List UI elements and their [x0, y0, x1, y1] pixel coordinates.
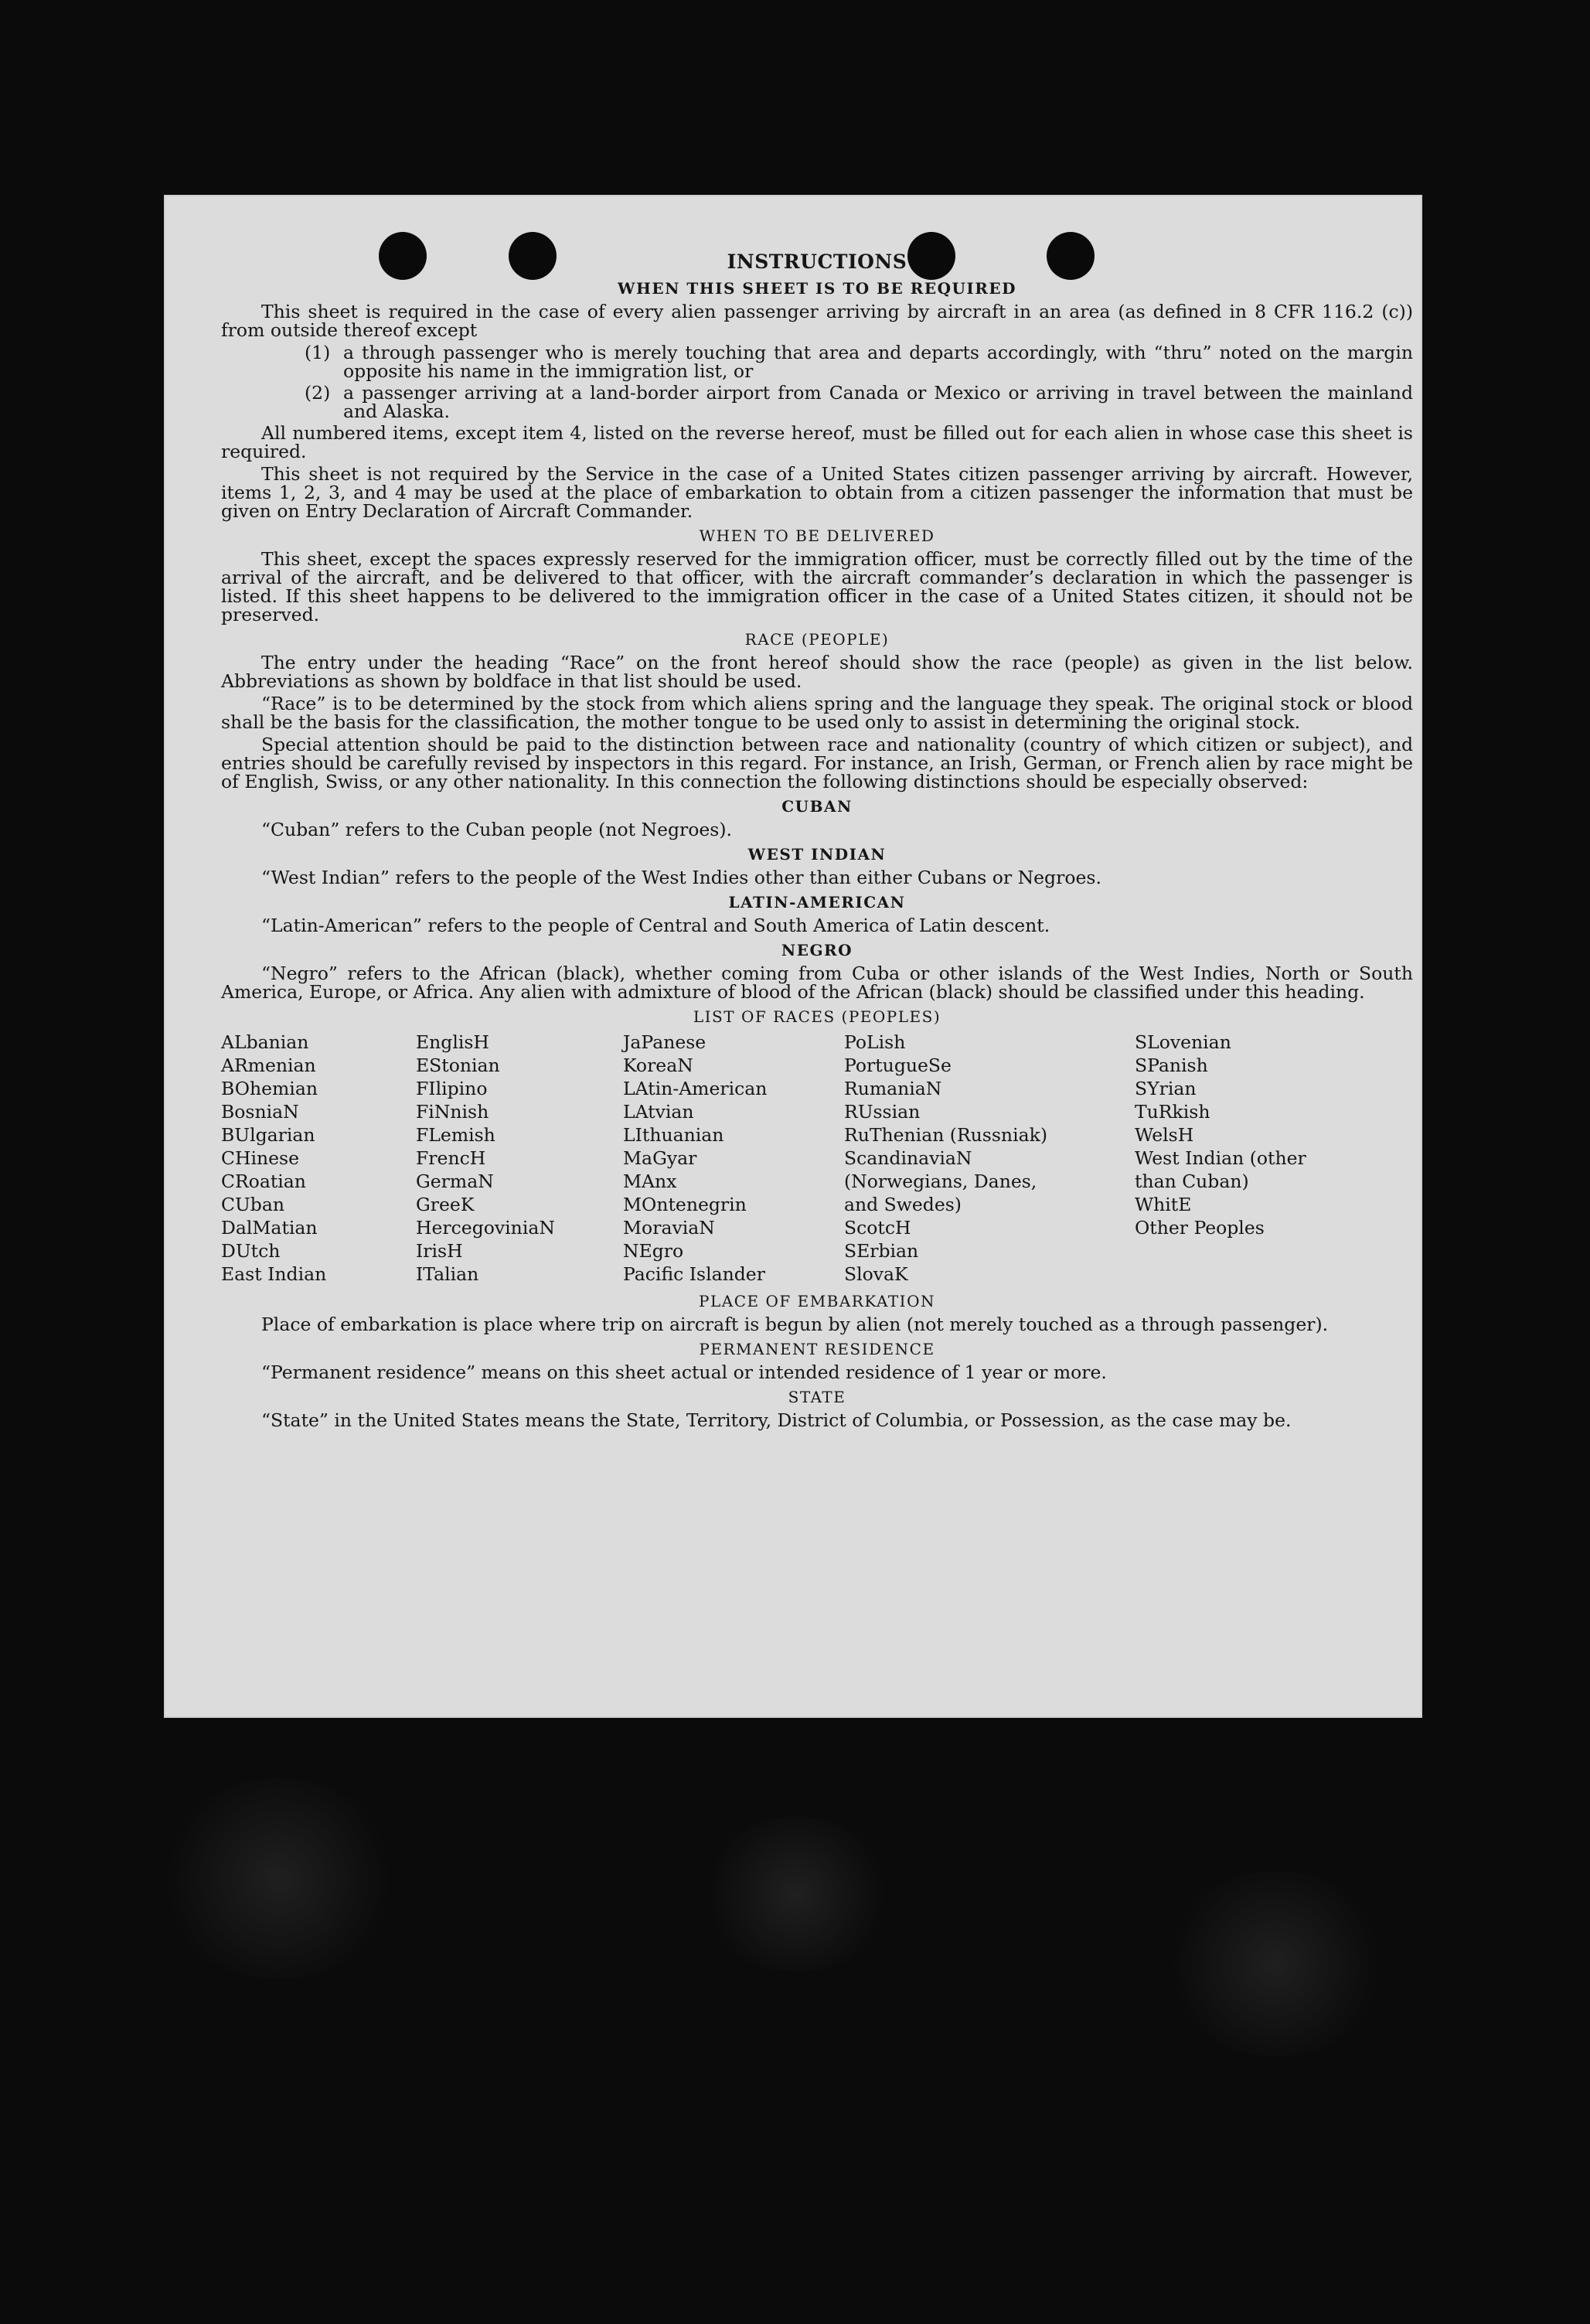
- section-heading-embarkation: PLACE OF EMBARKATION: [699, 1292, 935, 1310]
- race-item: WelsH: [1135, 1124, 1194, 1146]
- citizen-paragraph: This sheet is not required by the Service in the case of a United States citizen passenger arriving by aircraft. However, items 1, 2, 3, and 4 may be used at the place of embarkation to obtain from a citizen passenger the information that must be given on Entry Declaration of Aircraft Commander.: [221, 463, 1413, 522]
- west-indian-text: “West Indian” refers to the people of the West Indies other than either Cubans or Negroes.: [261, 867, 1101, 888]
- race-item: MOntenegrin: [623, 1194, 747, 1215]
- race-item: CUban: [221, 1194, 284, 1215]
- race-item: SLovenian: [1135, 1031, 1231, 1053]
- latin-american-text: “Latin-American” refers to the people of Central and South America of Latin descent.: [261, 915, 1050, 936]
- section-heading-list-of-races: LIST OF RACES (PEOPLES): [693, 1007, 941, 1026]
- background-smudge: [155, 1778, 402, 1979]
- race-item: FLemish: [416, 1124, 495, 1146]
- race-item: LAtin-American: [623, 1078, 768, 1099]
- race-item: FrencH: [416, 1147, 486, 1169]
- race-item: MoraviaN: [623, 1217, 715, 1239]
- race-item: PoLish: [844, 1031, 906, 1053]
- race-item: RumaniaN: [844, 1078, 942, 1099]
- race-item: MaGyar: [623, 1147, 697, 1169]
- race-item: SlovaK: [844, 1263, 908, 1285]
- exception-item: [221, 343, 1413, 380]
- section-heading-when-required: WHEN THIS SHEET IS TO BE REQUIRED: [618, 279, 1016, 298]
- race-item: West Indian (other than Cuban): [1135, 1147, 1306, 1192]
- race-paragraph-2: “Race” is to be determined by the stock from which aliens spring and the language they speak. The original stock or blood shall be the basis for the classification, the mother tongue to be used only to assist in determining the original stock.: [221, 693, 1413, 733]
- race-item: SPanish: [1135, 1055, 1208, 1076]
- exception-number: (2): [305, 382, 331, 404]
- race-list: [221, 1031, 1413, 1286]
- race-item: ITalian: [416, 1263, 479, 1285]
- race-item: Other Peoples: [1135, 1217, 1265, 1239]
- section-heading-west-indian: WEST INDIAN: [747, 845, 887, 864]
- race-column: [1135, 1031, 1367, 1286]
- race-item: SYrian: [1135, 1078, 1197, 1099]
- race-item: BUlgarian: [221, 1124, 315, 1146]
- race-item: EnglisH: [416, 1031, 489, 1053]
- section-heading-race: RACE (PEOPLE): [744, 630, 890, 649]
- when-delivered-text: This sheet, except the spaces expressly reserved for the immigration officer, must be correctly filled out by the time of the arrival of the aircraft, and be delivered to that officer, with the aircraft commander’s declaration in which the passenger is listed. If this sheet happens to be delivered to the immigration officer in the case of a United States citizen, it should not be preserved.: [221, 548, 1413, 625]
- document-sheet: [164, 195, 1422, 1718]
- race-item: CHinese: [221, 1147, 299, 1169]
- background-smudge: [696, 1817, 897, 1971]
- section-heading-residence: PERMANENT RESIDENCE: [699, 1340, 935, 1358]
- section-heading-when-delivered: WHEN TO BE DELIVERED: [699, 526, 935, 545]
- negro-text: “Negro” refers to the African (black), whether coming from Cuba or other islands of the West Indies, North or South America, Europe, or Africa. Any alien with admixture of blood of the African (black) should be classified under this heading.: [221, 963, 1413, 1003]
- section-heading-state: STATE: [788, 1388, 846, 1406]
- race-item: Pacific Islander: [623, 1263, 765, 1285]
- race-item: RUssian: [844, 1101, 921, 1123]
- race-column: [416, 1031, 623, 1286]
- section-heading-latin-american: LATIN-AMERICAN: [728, 893, 906, 912]
- race-paragraph-1: The entry under the heading “Race” on the front hereof should show the race (people) as given in the list below. Abbreviations as shown by boldface in that list should be used.: [221, 652, 1413, 692]
- document-content: [221, 250, 1413, 1704]
- race-item: FiNnish: [416, 1101, 489, 1123]
- exception-number: (1): [305, 342, 331, 363]
- race-item: RuThenian (Russniak): [844, 1124, 1047, 1146]
- race-item: LAtvian: [623, 1101, 694, 1123]
- state-text: “State” in the United States means the State, Territory, District of Columbia, or Possession, as the case may be.: [261, 1409, 1292, 1431]
- race-column: [623, 1031, 844, 1286]
- race-item: EStonian: [416, 1055, 500, 1076]
- race-item: WhitE: [1135, 1194, 1192, 1215]
- residence-text: “Permanent residence” means on this sheet actual or intended residence of 1 year or more.: [261, 1361, 1107, 1383]
- race-item: ScotcH: [844, 1217, 911, 1239]
- race-item: SErbian: [844, 1240, 919, 1262]
- race-column: [221, 1031, 416, 1286]
- section-heading-negro: NEGRO: [781, 941, 853, 959]
- when-required-intro: This sheet is required in the case of every alien passenger arriving by aircraft in an area (as defined in 8 CFR 116.2 (c)) from outside thereof except: [221, 301, 1413, 341]
- exception-item: [221, 383, 1413, 421]
- race-item: CRoatian: [221, 1171, 306, 1192]
- race-item: HercegoviniaN: [416, 1217, 555, 1239]
- race-item: LIthuanian: [623, 1124, 724, 1146]
- race-item: BOhemian: [221, 1078, 318, 1099]
- race-item: KoreaN: [623, 1055, 693, 1076]
- embarkation-text: Place of embarkation is place where trip on aircraft is begun by alien (not merely touched as a through passenger).: [261, 1314, 1329, 1335]
- race-item: ALbanian: [221, 1031, 309, 1053]
- race-paragraph-3: Special attention should be paid to the distinction between race and nationality (country of which citizen or subject), and entries should be carefully revised by inspectors in this regard. For instance, an Irish, German, or French alien by race might be of English, Swiss, or any other nationality. In this connection the following distinctions should be especially observed:: [221, 734, 1413, 792]
- race-item: GreeK: [416, 1194, 475, 1215]
- race-item: MAnx: [623, 1171, 677, 1192]
- race-item: NEgro: [623, 1240, 684, 1262]
- race-item: ARmenian: [221, 1055, 316, 1076]
- race-item: GermaN: [416, 1171, 494, 1192]
- race-item: DUtch: [221, 1240, 281, 1262]
- race-item: BosniaN: [221, 1101, 299, 1123]
- race-item: DalMatian: [221, 1217, 318, 1239]
- race-item: East Indian: [221, 1263, 327, 1285]
- section-heading-cuban: CUBAN: [781, 797, 853, 816]
- background-smudge: [1159, 1871, 1391, 2057]
- exception-text: a passenger arriving at a land-border airport from Canada or Mexico or arriving in travel between the mainland and Alaska.: [343, 382, 1413, 422]
- cuban-text: “Cuban” refers to the Cuban people (not Negroes).: [261, 819, 733, 840]
- race-item: PortugueSe: [844, 1055, 952, 1076]
- race-column: [844, 1031, 1135, 1286]
- race-item: JaPanese: [623, 1031, 706, 1053]
- race-item: FIlipino: [416, 1078, 488, 1099]
- page-title: INSTRUCTIONS: [727, 250, 907, 273]
- exception-text: a through passenger who is merely touching that area and departs accordingly, with “thru” noted on the margin opposite his name in the immigration list, or: [343, 342, 1413, 382]
- race-item: TuRkish: [1135, 1101, 1210, 1123]
- race-item: ScandinaviaN (Norwegians, Danes, and Swedes): [844, 1147, 1037, 1215]
- numbered-items-paragraph: All numbered items, except item 4, listed on the reverse hereof, must be filled out for each alien in whose case this sheet is required.: [221, 422, 1413, 462]
- race-item: IrisH: [416, 1240, 463, 1262]
